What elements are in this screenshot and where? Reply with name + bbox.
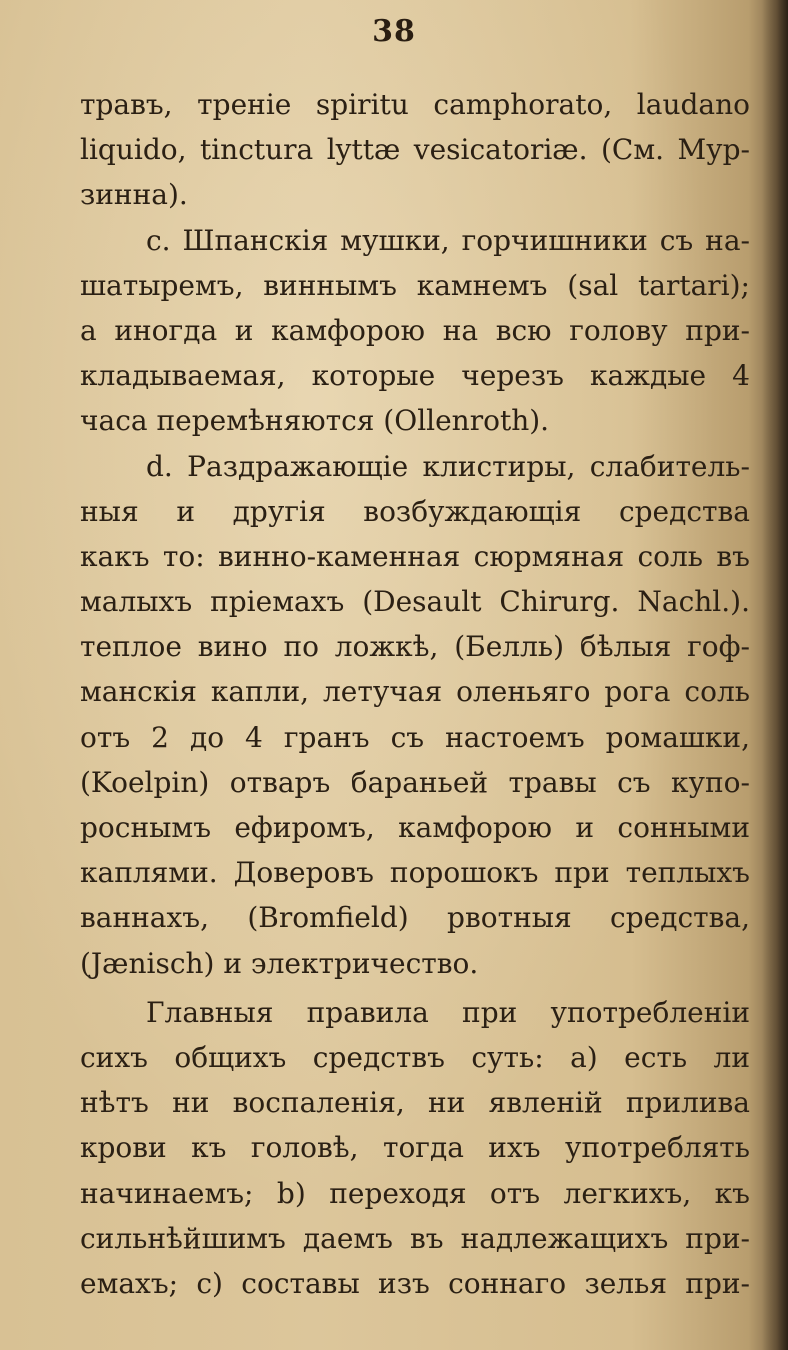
book-spine-shadow xyxy=(762,0,788,1350)
text-line: шатыремъ, виннымъ камнемъ (sal tartari); xyxy=(80,268,750,302)
text-line: часа перемѣняются (Ollenroth). xyxy=(80,404,550,438)
body-text xyxy=(80,82,750,1306)
text-line: а иногда и камфорою на всю голову при- xyxy=(80,313,750,347)
page-number: 38 xyxy=(372,14,416,49)
text-line: травъ, треніе spiritu camphorato, laudano xyxy=(80,88,750,121)
text-line: (Koelpin) отваръ бараньей травы съ купо- xyxy=(80,765,750,799)
text-line: Главныя правила при употребленіи xyxy=(146,995,750,1029)
text-line: начинаемъ; b) переходя отъ легкихъ, къ xyxy=(80,1176,750,1210)
text-line: c. Шпанскія мушки, горчишники съ на- xyxy=(146,223,750,257)
text-line: крови къ головѣ, тогда ихъ употреблять xyxy=(80,1131,750,1165)
text-line: ныя и другія возбуждающія средства xyxy=(80,494,750,528)
text-line: отъ 2 до 4 гранъ съ настоемъ ромашки, xyxy=(80,720,750,754)
text-line: нѣтъ ни воспаленія, ни явленій прилива xyxy=(80,1086,750,1120)
text-line: d. Раздражающіе клистиры, слабитель- xyxy=(146,449,750,483)
text-line: кладываемая, которые черезъ каждые 4 xyxy=(80,359,750,393)
text-line: каплями. Доверовъ порошокъ при теплыхъ xyxy=(80,856,750,890)
text-line: роснымъ ефиромъ, камфорою и сонными xyxy=(80,811,750,844)
text-line: какъ то: винно-каменная сюрмяная соль въ xyxy=(80,539,750,573)
text-line: (Jænisch) и электричество. xyxy=(80,946,479,980)
text-line: liquido, tinctura lyttæ vesicatoriæ. (См. Мур- xyxy=(80,133,750,167)
text-line: сихъ общихъ средствъ суть: a) есть ли xyxy=(80,1040,750,1074)
text-line: ваннахъ, (Bromfield) рвотныя средства, xyxy=(80,901,750,935)
text-line: зинна). xyxy=(80,178,188,212)
text-line: емахъ; c) составы изъ соннаго зелья при- xyxy=(80,1266,750,1300)
text-line: малыхъ пріемахъ (Desault Chirurg. Nachl.). xyxy=(80,585,750,619)
text-line: теплое вино по ложкѣ, (Белль) бѣлыя гоф- xyxy=(80,630,750,664)
text-line: сильнѣйшимъ даемъ въ надлежащихъ при- xyxy=(80,1221,750,1255)
text-line: манскія капли, летучая оленьяго рога соль xyxy=(80,675,750,709)
